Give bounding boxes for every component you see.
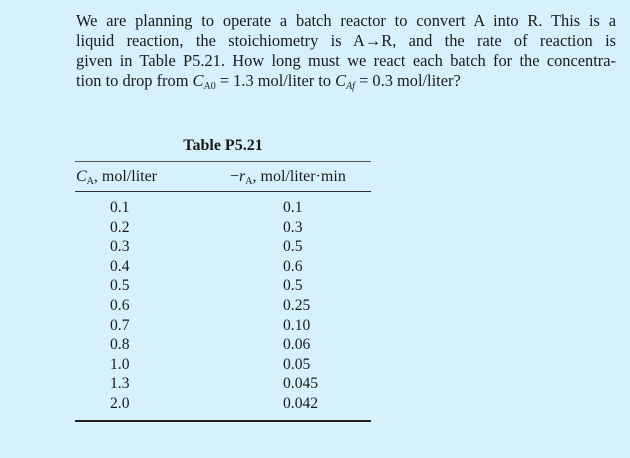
rate-column [283, 198, 318, 414]
rate-value: 0.1 [283, 199, 303, 216]
table-top-rule [75, 161, 371, 162]
rate-value: 0.3 [283, 218, 303, 236]
rate-value: 0.5 [283, 238, 303, 256]
problem-statement [76, 11, 616, 91]
rate-value: 0.045 [283, 375, 319, 393]
concentration-value: 0.6 [110, 296, 130, 314]
concentration-value: 0.1 [110, 199, 130, 216]
rate-value: 0.05 [283, 355, 311, 373]
concentration-value: 0.8 [110, 336, 130, 354]
c-af-symbol: C [335, 71, 347, 90]
concentration-value: 0.5 [110, 277, 130, 295]
ca-header-subscript: A [86, 176, 94, 187]
rate-value: 0.042 [283, 394, 319, 412]
ra-header-subscript: A [245, 176, 253, 187]
ca-header-unit: , mol/liter [93, 168, 158, 185]
concentration-column [110, 198, 130, 414]
rate-value: 0.10 [283, 316, 311, 334]
concentration-value: 0.4 [110, 257, 130, 275]
header-rule [75, 191, 371, 192]
table-bottom-rule [75, 420, 371, 422]
rate-value: 0.6 [283, 257, 303, 275]
c-a0-symbol: C [192, 71, 204, 90]
column-header-concentration [76, 168, 157, 186]
concentration-value: 0.2 [110, 218, 130, 236]
ra-header-minus: − [230, 168, 240, 185]
c-a0-subscript: A0 [203, 81, 216, 92]
ra-header-symbol: r [239, 168, 246, 185]
problem-line-4-end: = 0.3 mol/liter? [354, 71, 461, 90]
problem-line-2: liquid reaction, the stoichiometry is A→R, and the rate of reaction is [76, 31, 616, 50]
problem-line-1: We are planning to operate a batch reactor to convert A into R. This is a [76, 11, 616, 30]
ra-header-unit: , mol/liter·min [252, 168, 346, 185]
concentration-value: 1.0 [110, 355, 130, 373]
column-header-rate [230, 168, 346, 186]
problem-line-4-start: tion to drop from [76, 71, 193, 90]
concentration-value: 2.0 [110, 394, 130, 412]
concentration-value: 0.7 [110, 316, 130, 334]
concentration-value: 1.3 [110, 375, 130, 393]
c-af-subscript: Af [346, 81, 355, 92]
problem-line-4-middle: = 1.3 mol/liter to [215, 71, 336, 90]
table-title: Table P5.21 [183, 137, 263, 154]
rate-value: 0.06 [283, 336, 311, 354]
rate-value: 0.25 [283, 296, 311, 314]
ca-header-symbol: C [76, 168, 87, 185]
problem-line-4 [76, 71, 616, 91]
rate-value: 0.5 [283, 277, 303, 295]
problem-line-3: given in Table P5.21. How long must we react each batch for the concentra- [76, 51, 616, 70]
concentration-value: 0.3 [110, 238, 130, 256]
